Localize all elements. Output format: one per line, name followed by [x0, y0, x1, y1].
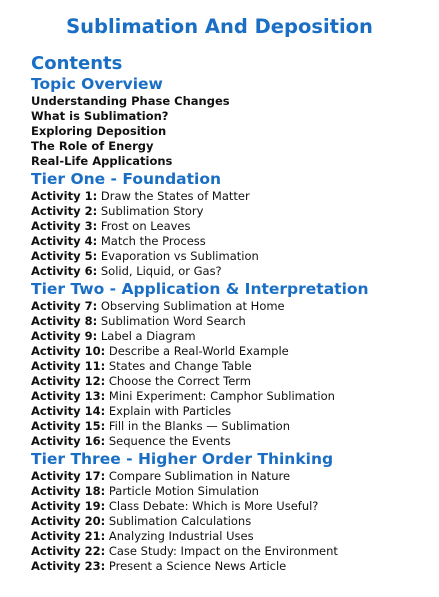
activity-title: Sublimation Word Search [100, 314, 246, 328]
activity-number: Activity 22: [31, 544, 106, 558]
activity-number: Activity 5: [31, 249, 98, 263]
activity-title: Evaporation vs Sublimation [100, 249, 259, 263]
activity-item[interactable] [31, 344, 431, 359]
activity-item[interactable] [31, 314, 431, 329]
activity-item[interactable] [31, 419, 431, 434]
activity-number: Activity 14: [31, 404, 106, 418]
activity-item[interactable] [31, 434, 431, 449]
activity-title: Sublimation Story [100, 204, 204, 218]
activity-number: Activity 2: [31, 204, 98, 218]
activity-list [31, 469, 431, 574]
tier-heading: Tier Two - Application & Interpretation [31, 280, 369, 298]
activity-title: Frost on Leaves [100, 219, 191, 233]
activity-item[interactable] [31, 189, 431, 204]
topic-overview-item[interactable]: Real-Life Applications [31, 154, 173, 168]
activity-title: Solid, Liquid, or Gas? [100, 264, 222, 278]
activity-number: Activity 15: [31, 419, 106, 433]
activity-number: Activity 16: [31, 434, 106, 448]
activity-number: Activity 19: [31, 499, 106, 513]
topic-overview-heading: Topic Overview [31, 75, 163, 93]
activity-item[interactable] [31, 234, 431, 249]
activity-title: Explain with Particles [108, 404, 232, 418]
activity-item[interactable] [31, 204, 431, 219]
activity-title: Mini Experiment: Camphor Sublimation [108, 389, 335, 403]
activity-number: Activity 4: [31, 234, 98, 248]
activity-item[interactable] [31, 469, 431, 484]
activity-item[interactable] [31, 374, 431, 389]
activity-title: Present a Science News Article [108, 559, 287, 573]
topic-overview-item[interactable]: Understanding Phase Changes [31, 94, 230, 108]
activity-number: Activity 20: [31, 514, 106, 528]
activity-title: Case Study: Impact on the Environment [108, 544, 338, 558]
activity-item[interactable] [31, 529, 431, 544]
activity-item[interactable] [31, 219, 431, 234]
activity-item[interactable] [31, 544, 431, 559]
activity-number: Activity 8: [31, 314, 98, 328]
activity-number: Activity 12: [31, 374, 106, 388]
activity-title: Compare Sublimation in Nature [108, 469, 291, 483]
activity-number: Activity 10: [31, 344, 106, 358]
activity-title: Sequence the Events [108, 434, 231, 448]
activity-number: Activity 9: [31, 329, 98, 343]
activity-number: Activity 13: [31, 389, 106, 403]
activity-item[interactable] [31, 559, 431, 574]
activity-number: Activity 17: [31, 469, 106, 483]
activity-title: Class Debate: Which is More Useful? [108, 499, 319, 513]
activity-number: Activity 3: [31, 219, 98, 233]
activity-number: Activity 23: [31, 559, 106, 573]
topic-overview-item[interactable]: The Role of Energy [31, 139, 154, 153]
topic-overview-item[interactable]: What is Sublimation? [31, 109, 169, 123]
document-title: Sublimation And Deposition [66, 15, 373, 38]
activity-list [31, 189, 431, 279]
activity-title: Draw the States of Matter [100, 189, 250, 203]
activity-title: Analyzing Industrial Uses [108, 529, 254, 543]
tier-heading: Tier Three - Higher Order Thinking [31, 450, 334, 468]
activity-item[interactable] [31, 299, 431, 314]
activity-item[interactable] [31, 389, 431, 404]
activity-number: Activity 18: [31, 484, 106, 498]
activity-item[interactable] [31, 404, 431, 419]
topic-overview-list [31, 94, 431, 169]
activity-item[interactable] [31, 499, 431, 514]
activity-title: States and Change Table [108, 359, 252, 373]
activity-title: Fill in the Blanks — Sublimation [108, 419, 290, 433]
activity-item[interactable] [31, 329, 431, 344]
activity-title: Observing Sublimation at Home [100, 299, 285, 313]
activity-number: Activity 21: [31, 529, 106, 543]
activity-number: Activity 7: [31, 299, 98, 313]
activity-number: Activity 6: [31, 264, 98, 278]
activity-item[interactable] [31, 514, 431, 529]
activity-item[interactable] [31, 484, 431, 499]
activity-title: Match the Process [100, 234, 206, 248]
activity-item[interactable] [31, 264, 431, 279]
table-of-contents [31, 74, 431, 574]
activity-title: Choose the Correct Term [108, 374, 252, 388]
topic-overview-item[interactable]: Exploring Deposition [31, 124, 167, 138]
activity-item[interactable] [31, 249, 431, 264]
activity-number: Activity 1: [31, 189, 98, 203]
tiers-container [31, 169, 431, 574]
activity-title: Describe a Real-World Example [108, 344, 289, 358]
activity-item[interactable] [31, 359, 431, 374]
contents-heading: Contents [31, 53, 123, 74]
activity-list [31, 299, 431, 449]
tier-heading: Tier One - Foundation [31, 170, 222, 188]
activity-title: Label a Diagram [100, 329, 196, 343]
activity-number: Activity 11: [31, 359, 106, 373]
activity-title: Particle Motion Simulation [108, 484, 259, 498]
activity-title: Sublimation Calculations [108, 514, 252, 528]
